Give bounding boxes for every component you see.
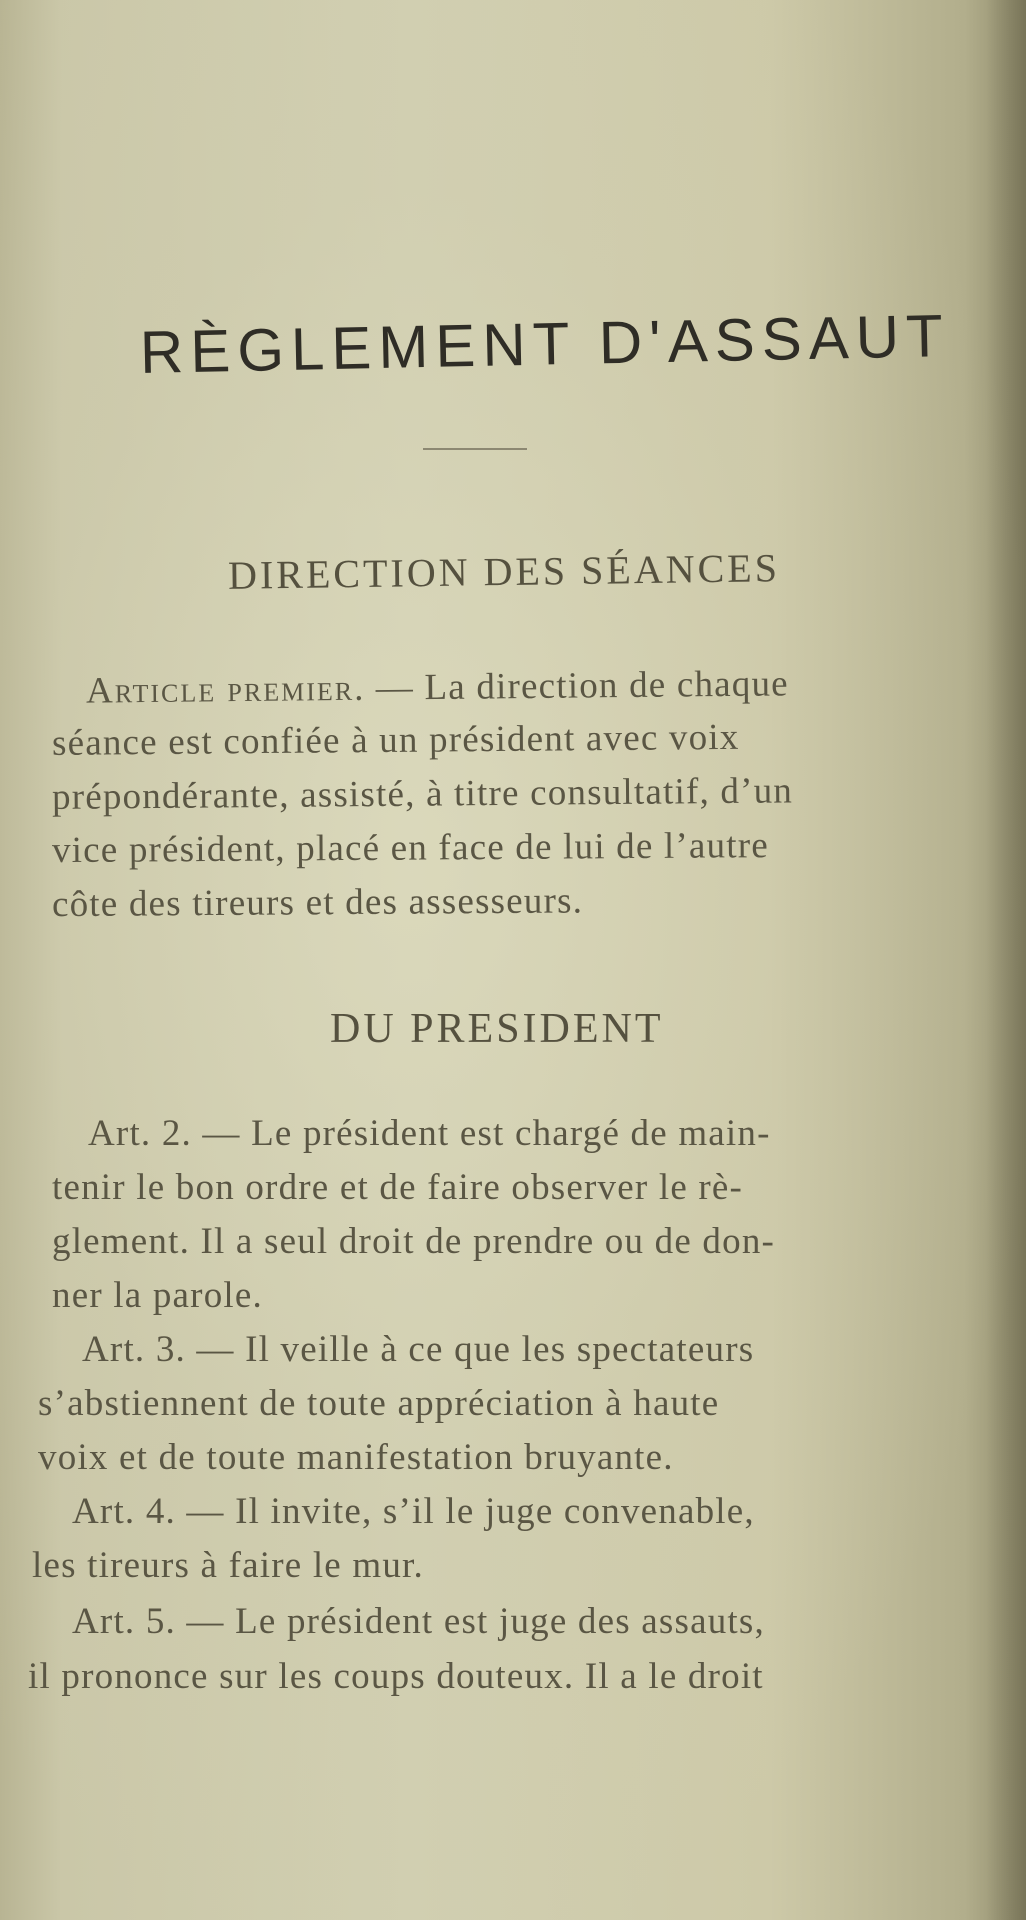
title-divider (423, 448, 527, 450)
section-heading-president: DU PRESIDENT (330, 1006, 664, 1052)
text-line: Art. 3. — Il veille à ce que les spectateurs (82, 1329, 755, 1370)
text-line: Art. 2. — Le président est chargé de main- (88, 1113, 771, 1154)
text-line (86, 660, 976, 712)
text-line: glement. Il a seul droit de prendre ou de don- (52, 1221, 776, 1262)
text-line: prépondérante, assisté, à titre consultatif, d’un (51, 770, 794, 818)
text-line: voix et de toute manifestation bruyante. (38, 1437, 674, 1478)
page-title: RÈGLEMENT D'ASSAUT (139, 302, 951, 386)
text-line: il prononce sur les coups douteux. Il a le droit (28, 1656, 764, 1697)
line-text: — La direction de chaque (365, 663, 790, 709)
text-line: tenir le bon ordre et de faire observer le rè- (52, 1167, 744, 1208)
text-line: vice président, placé en face de lui de l’autre (51, 825, 770, 872)
text-line: ner la parole. (52, 1275, 263, 1316)
text-line: les tireurs à faire le mur. (32, 1545, 424, 1586)
article-label: Article premier. (85, 667, 366, 712)
text-line: s’abstiennent de toute appréciation à haute (38, 1383, 720, 1424)
text-line: côte des tireurs et des assesseurs. (51, 880, 584, 926)
text-line: Art. 4. — Il invite, s’il le juge convenable, (72, 1491, 755, 1532)
text-line: séance est confiée à un président avec voix (51, 716, 740, 764)
section-heading-direction: DIRECTION DES SÉANCES (227, 545, 781, 598)
text-line: Art. 5. — Le président est juge des assauts, (72, 1601, 765, 1642)
